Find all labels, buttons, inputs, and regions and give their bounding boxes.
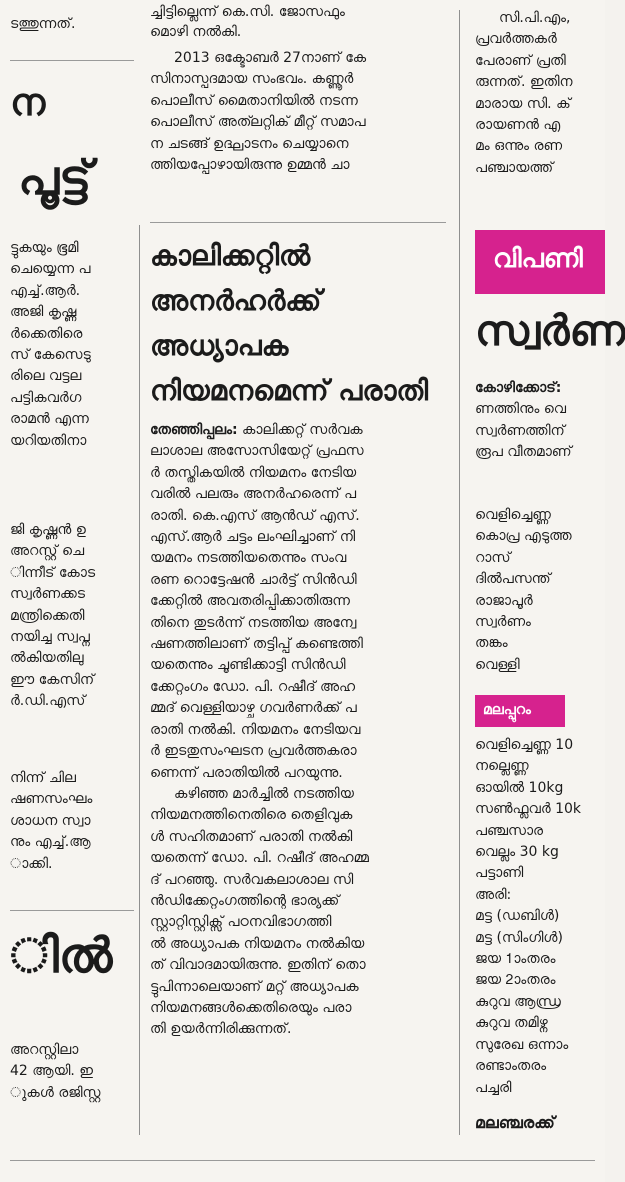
- text-line: സി.പി.എം,: [499, 10, 571, 26]
- text-line: ദ് പറഞ്ഞു. സർവകലാശാല സി: [150, 871, 354, 888]
- text-line: പട്ടികവർഗ: [10, 389, 82, 406]
- headline-line: അനർഹർക്ക്: [150, 284, 322, 317]
- left-rule-1: [10, 60, 134, 61]
- text-line: മ്മദ് വെള്ളിയാഴ്ച ഗവർണർക്ക് പ: [150, 700, 357, 717]
- text-line: ൾ സഹിതമാണ് പരാതി നൽകി: [150, 828, 353, 845]
- text-line: സ്വർണക്കട: [10, 586, 86, 603]
- list-item: തങ്കം: [475, 635, 508, 652]
- middle-headline: [150, 233, 428, 413]
- headline-line: അധ്യാപക: [150, 329, 289, 362]
- list-item: വെല്ലം 30 kg: [475, 844, 559, 861]
- price-list-2: [475, 735, 581, 1099]
- text-line: യറിയതിനാ: [10, 432, 87, 449]
- text-line: ർ തസ്തികയിൽ നിയമനം നേടിയ: [150, 464, 357, 481]
- text-line: യതെന്ന് ഡോ. പി. റഷീദ് അഹമ്മ: [150, 850, 369, 867]
- text-line: യതെന്നും ചൂണ്ടിക്കാട്ടി സിൻഡി: [150, 657, 346, 674]
- right-column: [475, 0, 625, 1150]
- list-item: ഓയിൽ 10kg: [475, 779, 564, 796]
- text-line: ഷണസംഘം: [10, 791, 93, 808]
- middle-column: [150, 0, 450, 1150]
- list-item: പട്ടാണി: [475, 865, 524, 882]
- list-item: മട്ട (ഡബിൾ): [475, 908, 560, 925]
- text-line: വരിൽ പലരും അനർഹരെന്ന് പ: [150, 486, 357, 503]
- text-line: സിനാസ്പദമായ സംഭവം. കണ്ണൂർ: [150, 71, 354, 88]
- text-line: പൊലീസ് മൈതാനിയിൽ നടന്ന: [150, 92, 358, 109]
- text-line: [150, 420, 450, 441]
- text-line: തി ഉയർന്നിരിക്കുന്നത്.: [150, 1021, 292, 1038]
- right-top-text: [475, 8, 573, 179]
- text-line: രുന്നത്. ഇതിന: [475, 74, 573, 91]
- text-line: ർക്കെതിരെ: [10, 325, 83, 342]
- text-line: ക്കേറ്റിൽ അവതരിപ്പിക്കാതിരുന്ന: [150, 593, 350, 610]
- text-line: മന്ത്രിക്കെതി: [10, 607, 85, 624]
- text-line: രായണൻ എ: [475, 117, 561, 134]
- text-line: സ്റ്റാറ്റിസ്റ്റിക്സ് പഠനവിഭാഗത്തി: [150, 914, 332, 931]
- badge-label: മലപ്പുറം: [483, 702, 531, 718]
- list-item: വെളിച്ചെണ്ണ 10: [475, 737, 574, 753]
- left-top-line: ടത്തുന്നത്.: [10, 16, 76, 32]
- text-line: ൻഡിക്കേറ്റംഗത്തിന്റെ ഭാര്യക്ക്: [150, 892, 340, 909]
- text-line: രൂപ വീതമാണ്: [475, 444, 572, 461]
- badge-label: വിപണി: [493, 244, 583, 274]
- text-line: രണ റൊട്ടേഷൻ ചാർട്ട് സിൻഡി: [150, 571, 357, 588]
- text-line: 2013 ഒക്ടോബർ 27നാണ് കേ: [174, 50, 367, 66]
- text-line: സ് കേസെടു: [10, 347, 91, 364]
- list-item: കുറുവ ആന്ധ്ര: [475, 993, 561, 1010]
- middle-para-top: [150, 48, 450, 176]
- left-para-3: [10, 768, 92, 875]
- list-item: രാജാപൂർ: [475, 592, 533, 609]
- text-line: ണത്തിനും വെ: [475, 401, 567, 418]
- text-line: യമനം നടത്തിയതെന്നും സംവ: [150, 550, 347, 567]
- column-rule-left: [139, 225, 140, 1135]
- text-line: പൊലീസ് അത്‍ലറ്റിക് മീറ്റ് സമാപ: [150, 114, 366, 131]
- text-line: ൽ അധ്യാപക നിയമനം നൽകിയ: [150, 935, 365, 952]
- text-line: അറസ്റ്റിലാ: [10, 1042, 79, 1058]
- list-item: സ്വർണം: [475, 614, 531, 631]
- left-heading: പൂട്ട്: [18, 150, 92, 206]
- text-line: ലാശാല അസോസിയേറ്റ് പ്രഫസ: [150, 443, 364, 460]
- text-line: നിയമനത്തിനെതിരെ തെളിവുക: [150, 807, 353, 824]
- left-heading-2: ിൽ: [10, 928, 113, 984]
- price-list-1: [475, 505, 572, 676]
- text-line: ജി കൃഷ്ണൻ ഉ: [10, 522, 86, 538]
- list-item: മട്ട (സിംഗിൾ): [475, 929, 563, 946]
- list-item: സൺഫ്ലവർ 10k: [475, 801, 582, 818]
- text-line: ട്ടുപിന്നാലെയാണ് മറ്റ് അധ്യാപക: [150, 978, 359, 995]
- list-item: അരി:: [475, 886, 512, 903]
- left-para-1: [10, 238, 91, 452]
- left-rule-2: [10, 910, 134, 911]
- text-line: ൽകിയതിലു: [10, 650, 84, 667]
- dateline: തേഞ്ഞിപ്പലം:: [150, 422, 238, 438]
- text-line: എസ്.ആർ ചട്ടം ലംഘിച്ചാണ് നി: [150, 529, 356, 546]
- text-line: നയിച്ച സ്വപ്ന: [10, 629, 90, 646]
- text-line: നിയമനങ്ങൾക്കെതിരെയും പരാ: [150, 999, 352, 1016]
- list-item: പച്ചരി: [475, 1079, 512, 1096]
- text-line: ണെന്ന് പരാതിയിൽ പറയുന്നു.: [150, 764, 343, 781]
- text-line: ിന്നീട് കോട: [10, 564, 96, 581]
- list-item: നല്ലെണ്ണ: [475, 758, 529, 775]
- headline-line: കാലിക്കറ്റിൽ: [150, 239, 311, 272]
- left-column: [10, 0, 134, 1150]
- right-heading: സ്വർണ: [475, 306, 625, 355]
- text-line: എച്ച്.ആർ.: [10, 282, 81, 299]
- left-fragment-heading: ന: [10, 80, 46, 124]
- text-line: ചെയ്യെന്ന പ: [10, 261, 91, 278]
- text-line: ഈ കേസിന്: [10, 671, 95, 688]
- middle-body: [150, 420, 450, 1041]
- text-line: ഷണത്തിലാണ് തട്ടിപ്പ് കണ്ടെത്തി: [150, 636, 363, 653]
- text-line: കഴിഞ്ഞ മാർച്ചിൽ നടത്തിയ: [174, 785, 354, 802]
- text-line: ച്ചിട്ടില്ലെന്ന് കെ.സി. ജോസഫും: [150, 4, 345, 20]
- text-span: കാലിക്കറ്റ് സർവക: [237, 422, 363, 438]
- list-item: ജയ 2ാംതരം: [475, 972, 556, 989]
- list-item: വെള്ളി: [475, 656, 520, 673]
- text-line: മൊഴി നൽകി.: [150, 24, 242, 40]
- right-intro: [475, 378, 572, 464]
- left-para-4: [10, 1040, 101, 1104]
- text-line: ന ചടങ്ങ് ഉദ്ഘാടനം ചെയ്യാനെ: [150, 135, 349, 152]
- list-item: വെളിച്ചെണ്ണ: [475, 507, 551, 523]
- middle-rule: [150, 222, 446, 223]
- bottom-rule: [10, 1160, 595, 1161]
- text-line: അറസ്റ്റ് ചെ: [10, 543, 85, 560]
- left-para-2: [10, 520, 95, 713]
- section-label-hill-produce: മലഞ്ചരക്ക്: [475, 1113, 555, 1132]
- text-line: ശാധന സ്വാ: [10, 812, 91, 829]
- text-line: രാമൻ എന്ന: [10, 411, 89, 428]
- list-item: കൊപ്ര എടുത്ത: [475, 528, 572, 545]
- text-line: 42 ആയി. ഇ: [10, 1063, 93, 1080]
- dateline: കോഴിക്കോട്:: [475, 380, 562, 396]
- text-line: രിലെ വട്ടല: [10, 368, 82, 385]
- list-item: രണ്ടാംതരം: [475, 1058, 547, 1075]
- middle-top-text: [150, 2, 345, 42]
- text-line: ട്ടുകയും ഭൂമി: [10, 240, 79, 256]
- list-item: സുരേഖ ഒന്നാം: [475, 1036, 569, 1053]
- text-line: ർ.ഡി.എസ്: [10, 693, 86, 710]
- text-line: ത്തിയപ്പോഴായിരുന്നു ഉമ്മൻ ചാ: [150, 157, 350, 174]
- column-rule-right: [459, 10, 460, 1135]
- text-line: പേരാണ് പ്രതി: [475, 52, 566, 69]
- text-line: നിന്ന് ചില: [10, 770, 76, 786]
- section-badge-market: [475, 230, 605, 294]
- text-line: ുകൾ രജിസ്റ്റ: [10, 1084, 101, 1101]
- text-line: മാരായ സി. ക്: [475, 95, 571, 112]
- section-badge-malappuram: [475, 695, 565, 727]
- list-item: റാസ്: [475, 549, 511, 566]
- text-line: മം ഒന്നും രണ: [475, 138, 563, 155]
- text-line: പഞ്ചായത്ത്: [475, 159, 554, 176]
- list-item: പഞ്ചസാര: [475, 822, 544, 839]
- text-line: രാതി. കെ.എസ് ആൻഡ് എസ്.: [150, 507, 360, 524]
- text-line: സ്വർണത്തിന്: [475, 422, 565, 439]
- text-line: ർ ഇടതുസംഘടന പ്രവർത്തകരാ: [150, 743, 357, 760]
- text-line: തിനെ തുടർന്ന് നടത്തിയ അന്വേ: [150, 614, 357, 631]
- text-line: അജി കൃഷ്ണ: [10, 304, 77, 321]
- list-item: കുറുവ തമിഴ്ന: [475, 1015, 548, 1032]
- text-line: ക്കേറ്റംഗം ഡോ. പി. റഷീദ് അഹ: [150, 678, 356, 695]
- text-line: ാക്കി.: [10, 855, 53, 872]
- text-line: പ്രവർത്തകർ: [475, 31, 557, 48]
- list-item: ജയ 1ാംതരം: [475, 951, 556, 968]
- text-line: നും എച്ച്.ആ: [10, 834, 91, 851]
- headline-line: നിയമനമെന്ന് പരാതി: [150, 374, 429, 407]
- text-line: ത് വിവാദമായിരുന്നു. ഇതിന് തൊ: [150, 957, 366, 974]
- list-item: ദിൽപസന്ത്: [475, 571, 551, 588]
- text-line: രാതി നൽകി. നിയമനം നേടിയവ: [150, 721, 361, 738]
